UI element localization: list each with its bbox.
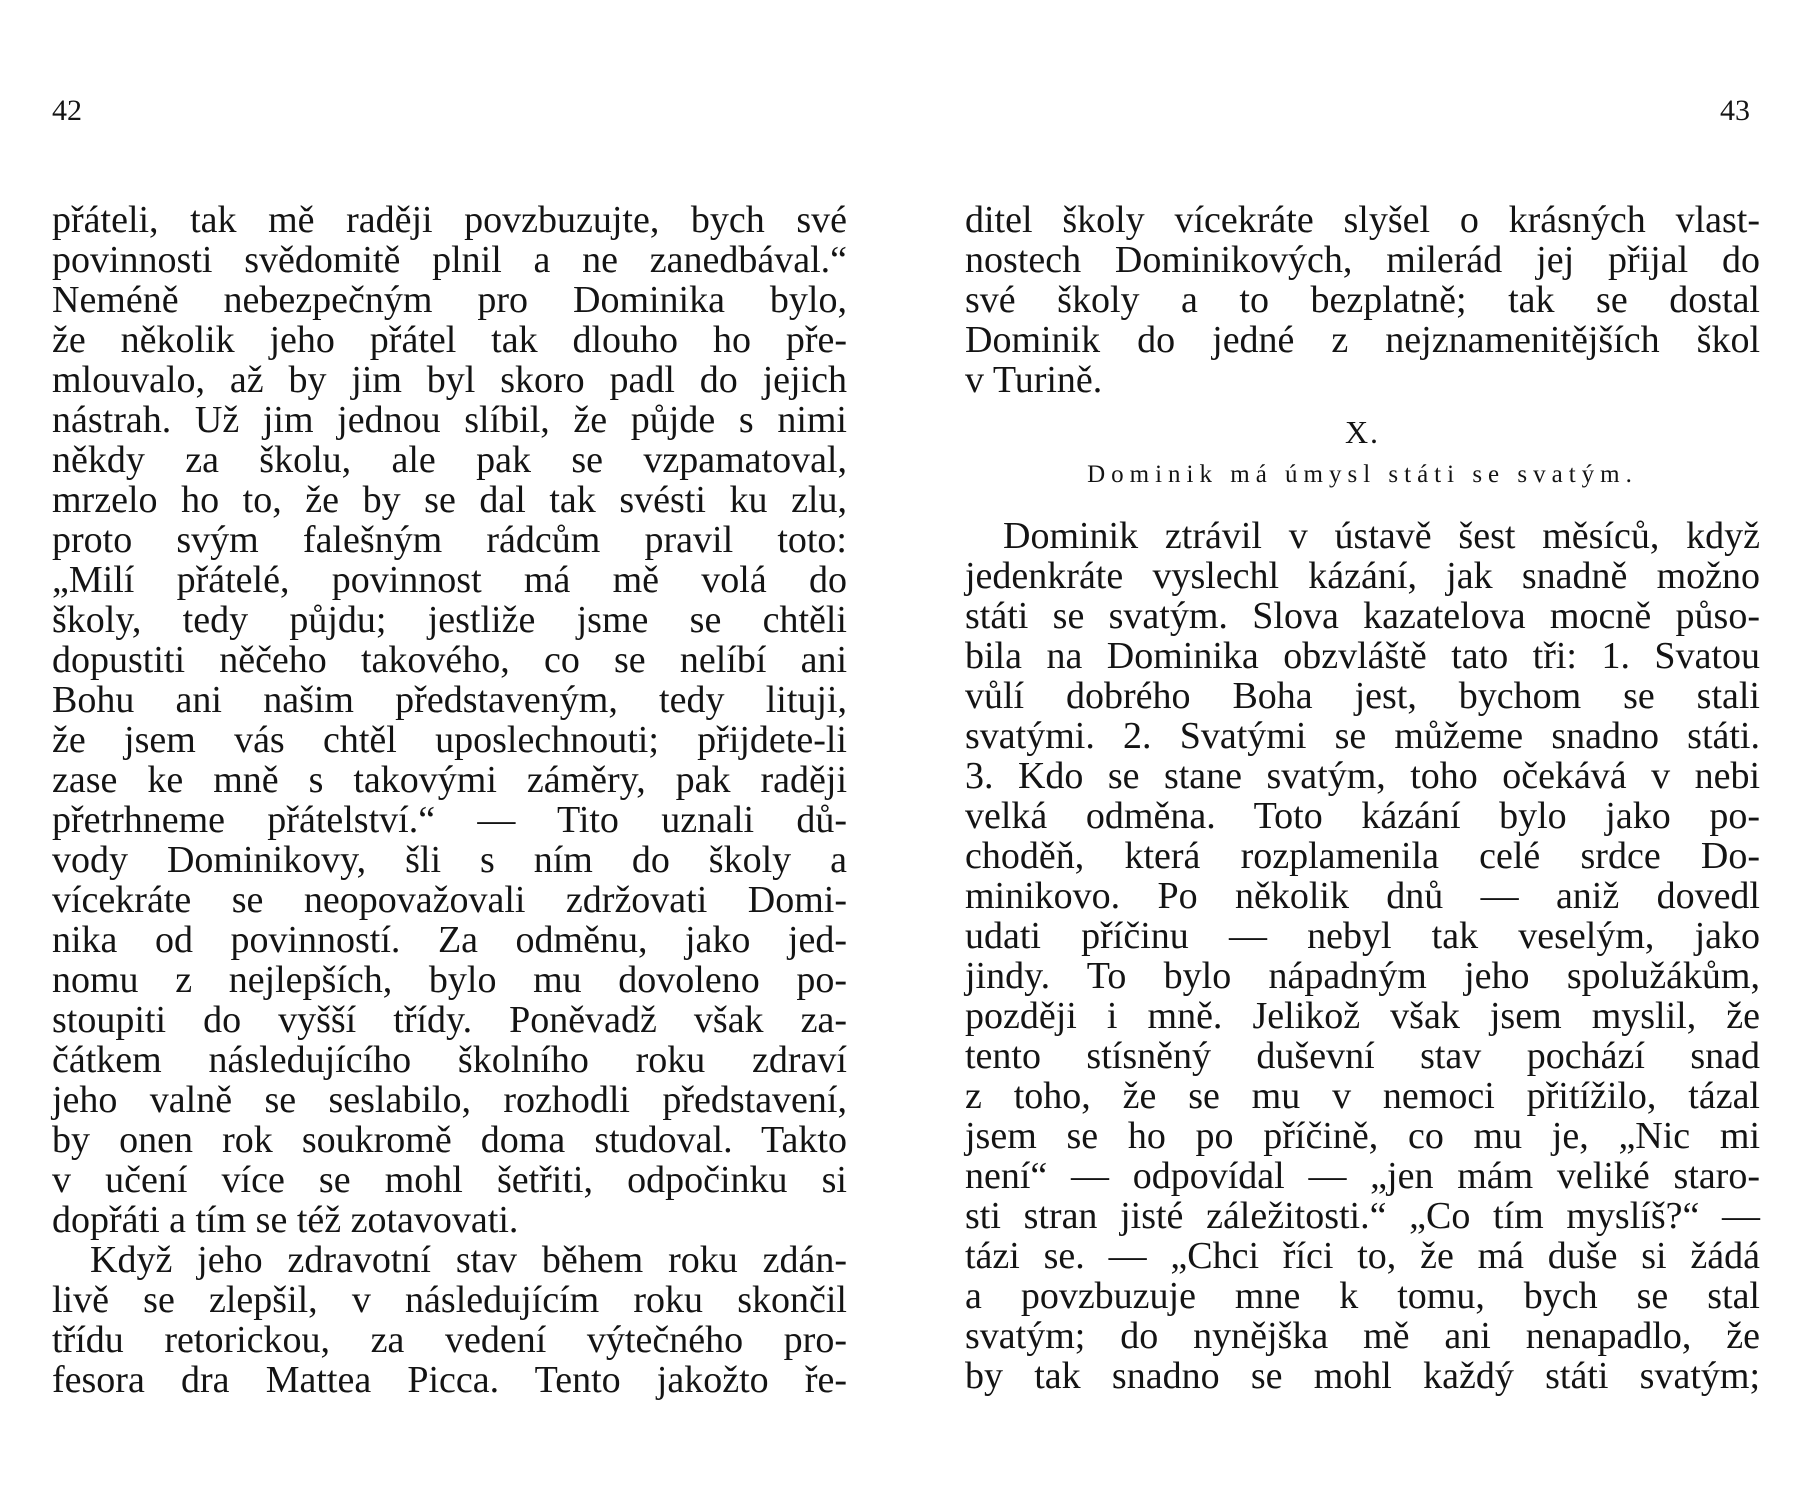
text-line: jedenkráte vyslechl kázání, jak snadně možno	[965, 555, 1760, 597]
text-line: nika od povinností. Za odměnu, jako jed-	[52, 919, 847, 961]
text-line: přetrhneme přátelství.“ — Tito uznali dů-	[52, 799, 847, 841]
text-line: jindy. To bylo nápadným jeho spolužákům,	[965, 955, 1760, 997]
text-line: jsem se ho po příčině, co mu je, „Nic mi	[965, 1115, 1760, 1157]
text-line: školy, tedy půjdu; jestliže jsme se chtěli	[52, 599, 847, 641]
text-line: choděň, která rozplamenila celé srdce Do-	[965, 835, 1760, 877]
text-line: později i mně. Jelikož však jsem myslil, že	[965, 995, 1760, 1037]
chapter-title: Dominik má úmysl státi se svatým.	[1087, 461, 1638, 488]
text-line: není“ — odpovídal — „jen mám veliké staro-	[965, 1155, 1760, 1197]
text-line: že několik jeho přátel tak dlouho ho pře-	[52, 319, 847, 361]
text-line: sti stran jisté záležitosti.“ „Co tím myslíš?“ —	[965, 1195, 1760, 1237]
text-line: 3. Kdo se stane svatým, toho očekává v nebi	[965, 755, 1760, 797]
text-line: v Turině.	[965, 359, 1103, 401]
text-line: z toho, že se mu v nemoci přitížilo, tázal	[965, 1075, 1760, 1117]
text-line: bila na Dominika obzvláště tato tři: 1. Svatou	[965, 635, 1760, 677]
page-number-right: 43	[1720, 94, 1750, 127]
text-line: zase ke mně s takovými záměry, pak raději	[52, 759, 847, 801]
text-line: by tak snadno se mohl každý státi svatým;	[965, 1355, 1760, 1397]
text-line: ditel školy vícekráte slyšel o krásných vlast-	[965, 199, 1760, 241]
text-line: svatými. 2. Svatými se můžeme snadno státi.	[965, 715, 1760, 757]
text-line: a povzbuzuje mne k tomu, bych se stal	[965, 1275, 1760, 1317]
text-line: proto svým falešným rádcům pravil toto:	[52, 519, 847, 561]
text-line: tento stísněný duševní stav pochází snad	[965, 1035, 1760, 1077]
text-line: přáteli, tak mě raději povzbuzujte, bych své	[52, 199, 847, 241]
text-line: v učení více se mohl šetřiti, odpočinku si	[52, 1159, 847, 1201]
text-line: mlouvalo, až by jim byl skoro padl do jejich	[52, 359, 847, 401]
text-line: vody Dominikovy, šli s ním do školy a	[52, 839, 847, 881]
right-page	[965, 0, 1760, 1500]
text-line: „Milí přátelé, povinnost má mě volá do	[52, 559, 847, 601]
right-page-text	[965, 200, 1760, 1396]
text-line: povinnosti svědomitě plnil a ne zanedbával.“	[52, 239, 847, 281]
text-line: udati příčinu — nebyl tak veselým, jako	[965, 915, 1760, 957]
text-line: nostech Dominikových, milerád jej přijal do	[965, 239, 1760, 281]
text-line: tázi se. — „Chci říci to, že má duše si žádá	[965, 1235, 1760, 1277]
text-line: svatým; do nynějška mě ani nenapadlo, že	[965, 1315, 1760, 1357]
text-line: nomu z nejlepších, bylo mu dovoleno po-	[52, 959, 847, 1001]
text-line: dopustiti něčeho takového, co se nelíbí ani	[52, 639, 847, 681]
text-line: nástrah. Už jim jednou slíbil, že půjde s nimi	[52, 399, 847, 441]
text-line: vůlí dobrého Boha jest, bychom se stali	[965, 675, 1760, 717]
text-line: livě se zlepšil, v následujícím roku skončil	[52, 1279, 847, 1321]
text-line: Dominik ztrávil v ústavě šest měsíců, když	[1003, 515, 1760, 557]
text-line: stoupiti do vyšší třídy. Poněvadž však za-	[52, 999, 847, 1041]
text-line: Dominik do jedné z nejznamenitějších škol	[965, 319, 1760, 361]
text-line: Neméně nebezpečným pro Dominika bylo,	[52, 279, 847, 321]
text-line: velká odměna. Toto kázání bylo jako po-	[965, 795, 1760, 837]
text-line: své školy a to bezplatně; tak se dostal	[965, 279, 1760, 321]
text-line: že jsem vás chtěl uposlechnouti; přijdete-li	[52, 719, 847, 761]
text-line: fesora dra Mattea Picca. Tento jakožto ře-	[52, 1359, 847, 1401]
text-line: dopřáti a tím se též zotavovati.	[52, 1199, 519, 1241]
left-page-text	[52, 200, 847, 1400]
page-number-left: 42	[52, 94, 82, 127]
text-line: státi se svatým. Slova kazatelova mocně půso-	[965, 595, 1760, 637]
text-line: třídu retorickou, za vedení výtečného pro-	[52, 1319, 847, 1361]
text-line: Když jeho zdravotní stav během roku zdán-	[90, 1239, 847, 1281]
text-line: mrzelo ho to, že by se dal tak svésti ku zlu,	[52, 479, 847, 521]
text-line: by onen rok soukromě doma studoval. Takto	[52, 1119, 847, 1161]
text-line: minikovo. Po několik dnů — aniž dovedl	[965, 875, 1760, 917]
left-page	[52, 0, 847, 1500]
text-line: vícekráte se neopovažovali zdržovati Domi-	[52, 879, 847, 921]
text-line: Bohu ani našim představeným, tedy lituji,	[52, 679, 847, 721]
text-line: jeho valně se seslabilo, rozhodli představení,	[52, 1079, 847, 1121]
chapter-number: X.	[1344, 414, 1381, 450]
text-line: čátkem následujícího školního roku zdraví	[52, 1039, 847, 1081]
text-line: někdy za školu, ale pak se vzpamatoval,	[52, 439, 847, 481]
